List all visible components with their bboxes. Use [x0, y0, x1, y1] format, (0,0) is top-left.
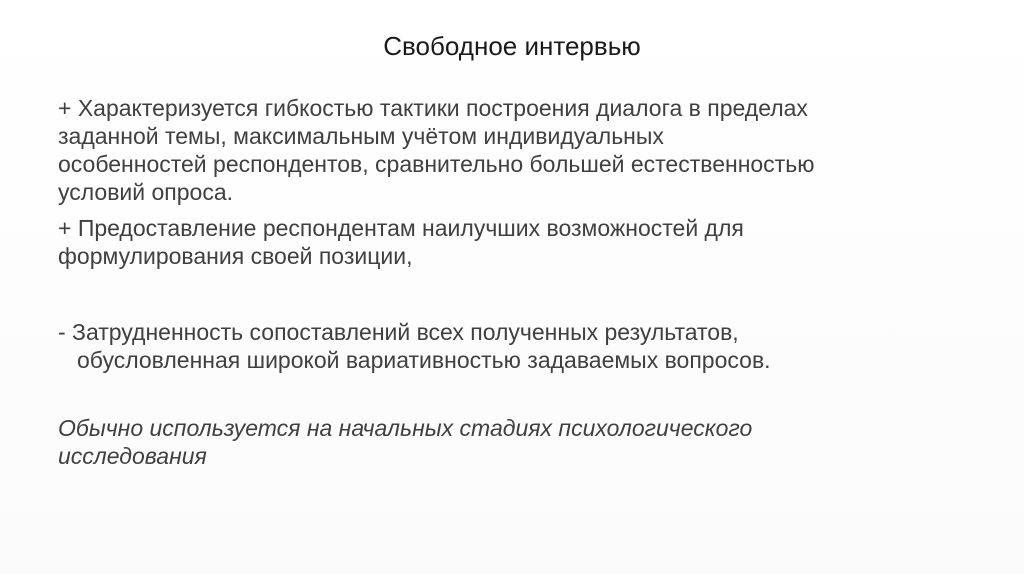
- slide-content: [58, 94, 968, 470]
- advantage-respondent-position: + Предоставление респондентам наилучших возможностей для формулирования своей позиции,: [58, 215, 744, 269]
- slide-title: Свободное интервью: [383, 31, 641, 61]
- usage-note: Обычно используется на начальных стадиях психологического исследования: [58, 415, 753, 469]
- disadvantage-comparison: - Затрудненность сопоставлений всех полученных результатов, обусловленная широкой вариативностью задаваемых вопросов.: [58, 319, 771, 373]
- advantage-flexibility: + Характеризуется гибкостью тактики построения диалога в пределах заданной темы, максимальным учётом индивидуальных особенностей респондентов, сравнительно большей естественностью условий опроса.: [58, 95, 815, 205]
